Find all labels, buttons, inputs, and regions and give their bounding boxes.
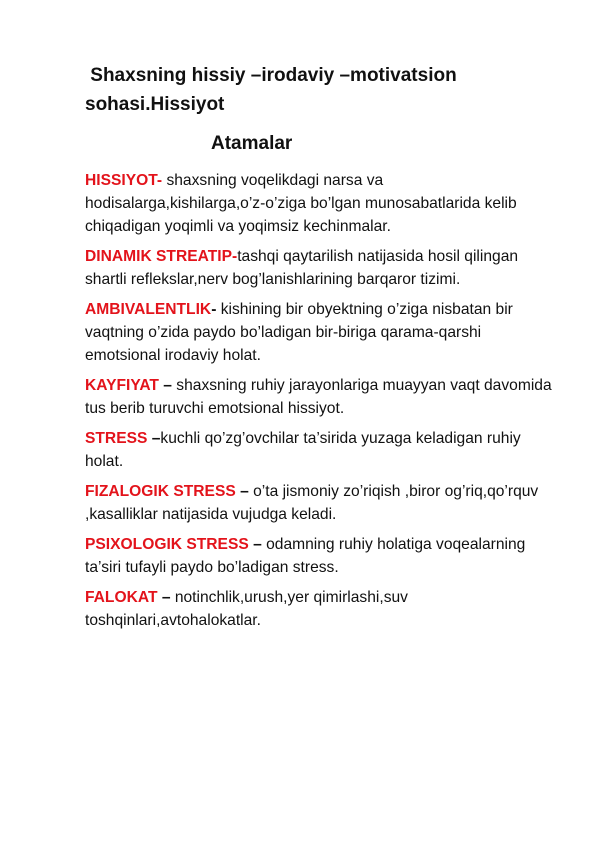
term-separator: – [157, 589, 171, 606]
term-separator: – [158, 377, 172, 394]
term-entry-fizalogik-stress [85, 480, 560, 526]
term-definition: shaxsning voqelikdagi narsa va hodisalarga,kishilarga,o’z-o’ziga bo’lgan munosabatlarida kelib chiqadigan yoqimli va yoqimsiz kechinmalar. [85, 172, 517, 235]
term-entry-ambivalentlik [85, 298, 560, 367]
term-name: PSIXOLOGIK STRESS [85, 536, 249, 553]
term-separator: – [248, 536, 262, 553]
term-definition: tashqi qaytarilish natijasida hosil qilingan shartli reflekslar,nerv bog’lanishlarining barqaror tizimi. [85, 248, 519, 288]
term-definition: shaxsning ruhiy jarayonlariga muayyan vaqt davomida tus berib turuvchi emotsional hissiyot. [85, 377, 552, 417]
term-definition: notinchlik,urush,yer qimirlashi,suv toshqinlari,avtohalokatlar. [85, 589, 408, 629]
term-entry-dinamik-streatip [85, 245, 560, 291]
term-entry-falokat [85, 586, 560, 632]
term-definition: o’ta jismoniy zo’riqish ,biror og’riq,qo’rquv ,kasalliklar natijasida vujudga keladi. [85, 483, 539, 523]
term-definition: kishining bir obyektning o’ziga nisbatan bir vaqtning o’zida paydo bo’ladigan bir-biriga qarama-qarshi emotsional irodaviy holat. [85, 301, 513, 364]
term-entry-hissiyot [85, 169, 560, 238]
term-entry-kayfiyat [85, 374, 560, 420]
term-entry-psixologik-stress [85, 533, 560, 579]
term-name: DINAMIK STREATIP- [85, 248, 238, 265]
term-name: STRESS [85, 430, 148, 447]
term-name: AMBIVALENTLIK [85, 301, 212, 318]
section-heading: Atamalar [211, 133, 293, 154]
term-name: KAYFIYAT [85, 377, 159, 394]
term-name: FIZALOGIK STRESS [85, 483, 236, 500]
page-title: Shaxsning hissiy –irodaviy –motivatsion sohasi.Hissiyot [85, 65, 462, 115]
term-name: HISSIYOT- [85, 172, 163, 189]
term-definition: odamning ruhiy holatiga voqealarning ta’siri tufayli paydo bo’ladigan stress. [85, 536, 526, 576]
term-separator: – [147, 430, 161, 447]
term-entry-stress [85, 427, 560, 473]
term-name: FALOKAT [85, 589, 158, 606]
term-definition: kuchli qo’zg’ovchilar ta’sirida yuzaga keladigan ruhiy holat. [85, 430, 521, 470]
term-separator: - [211, 301, 217, 318]
terms-list [85, 169, 560, 639]
term-separator: – [235, 483, 249, 500]
